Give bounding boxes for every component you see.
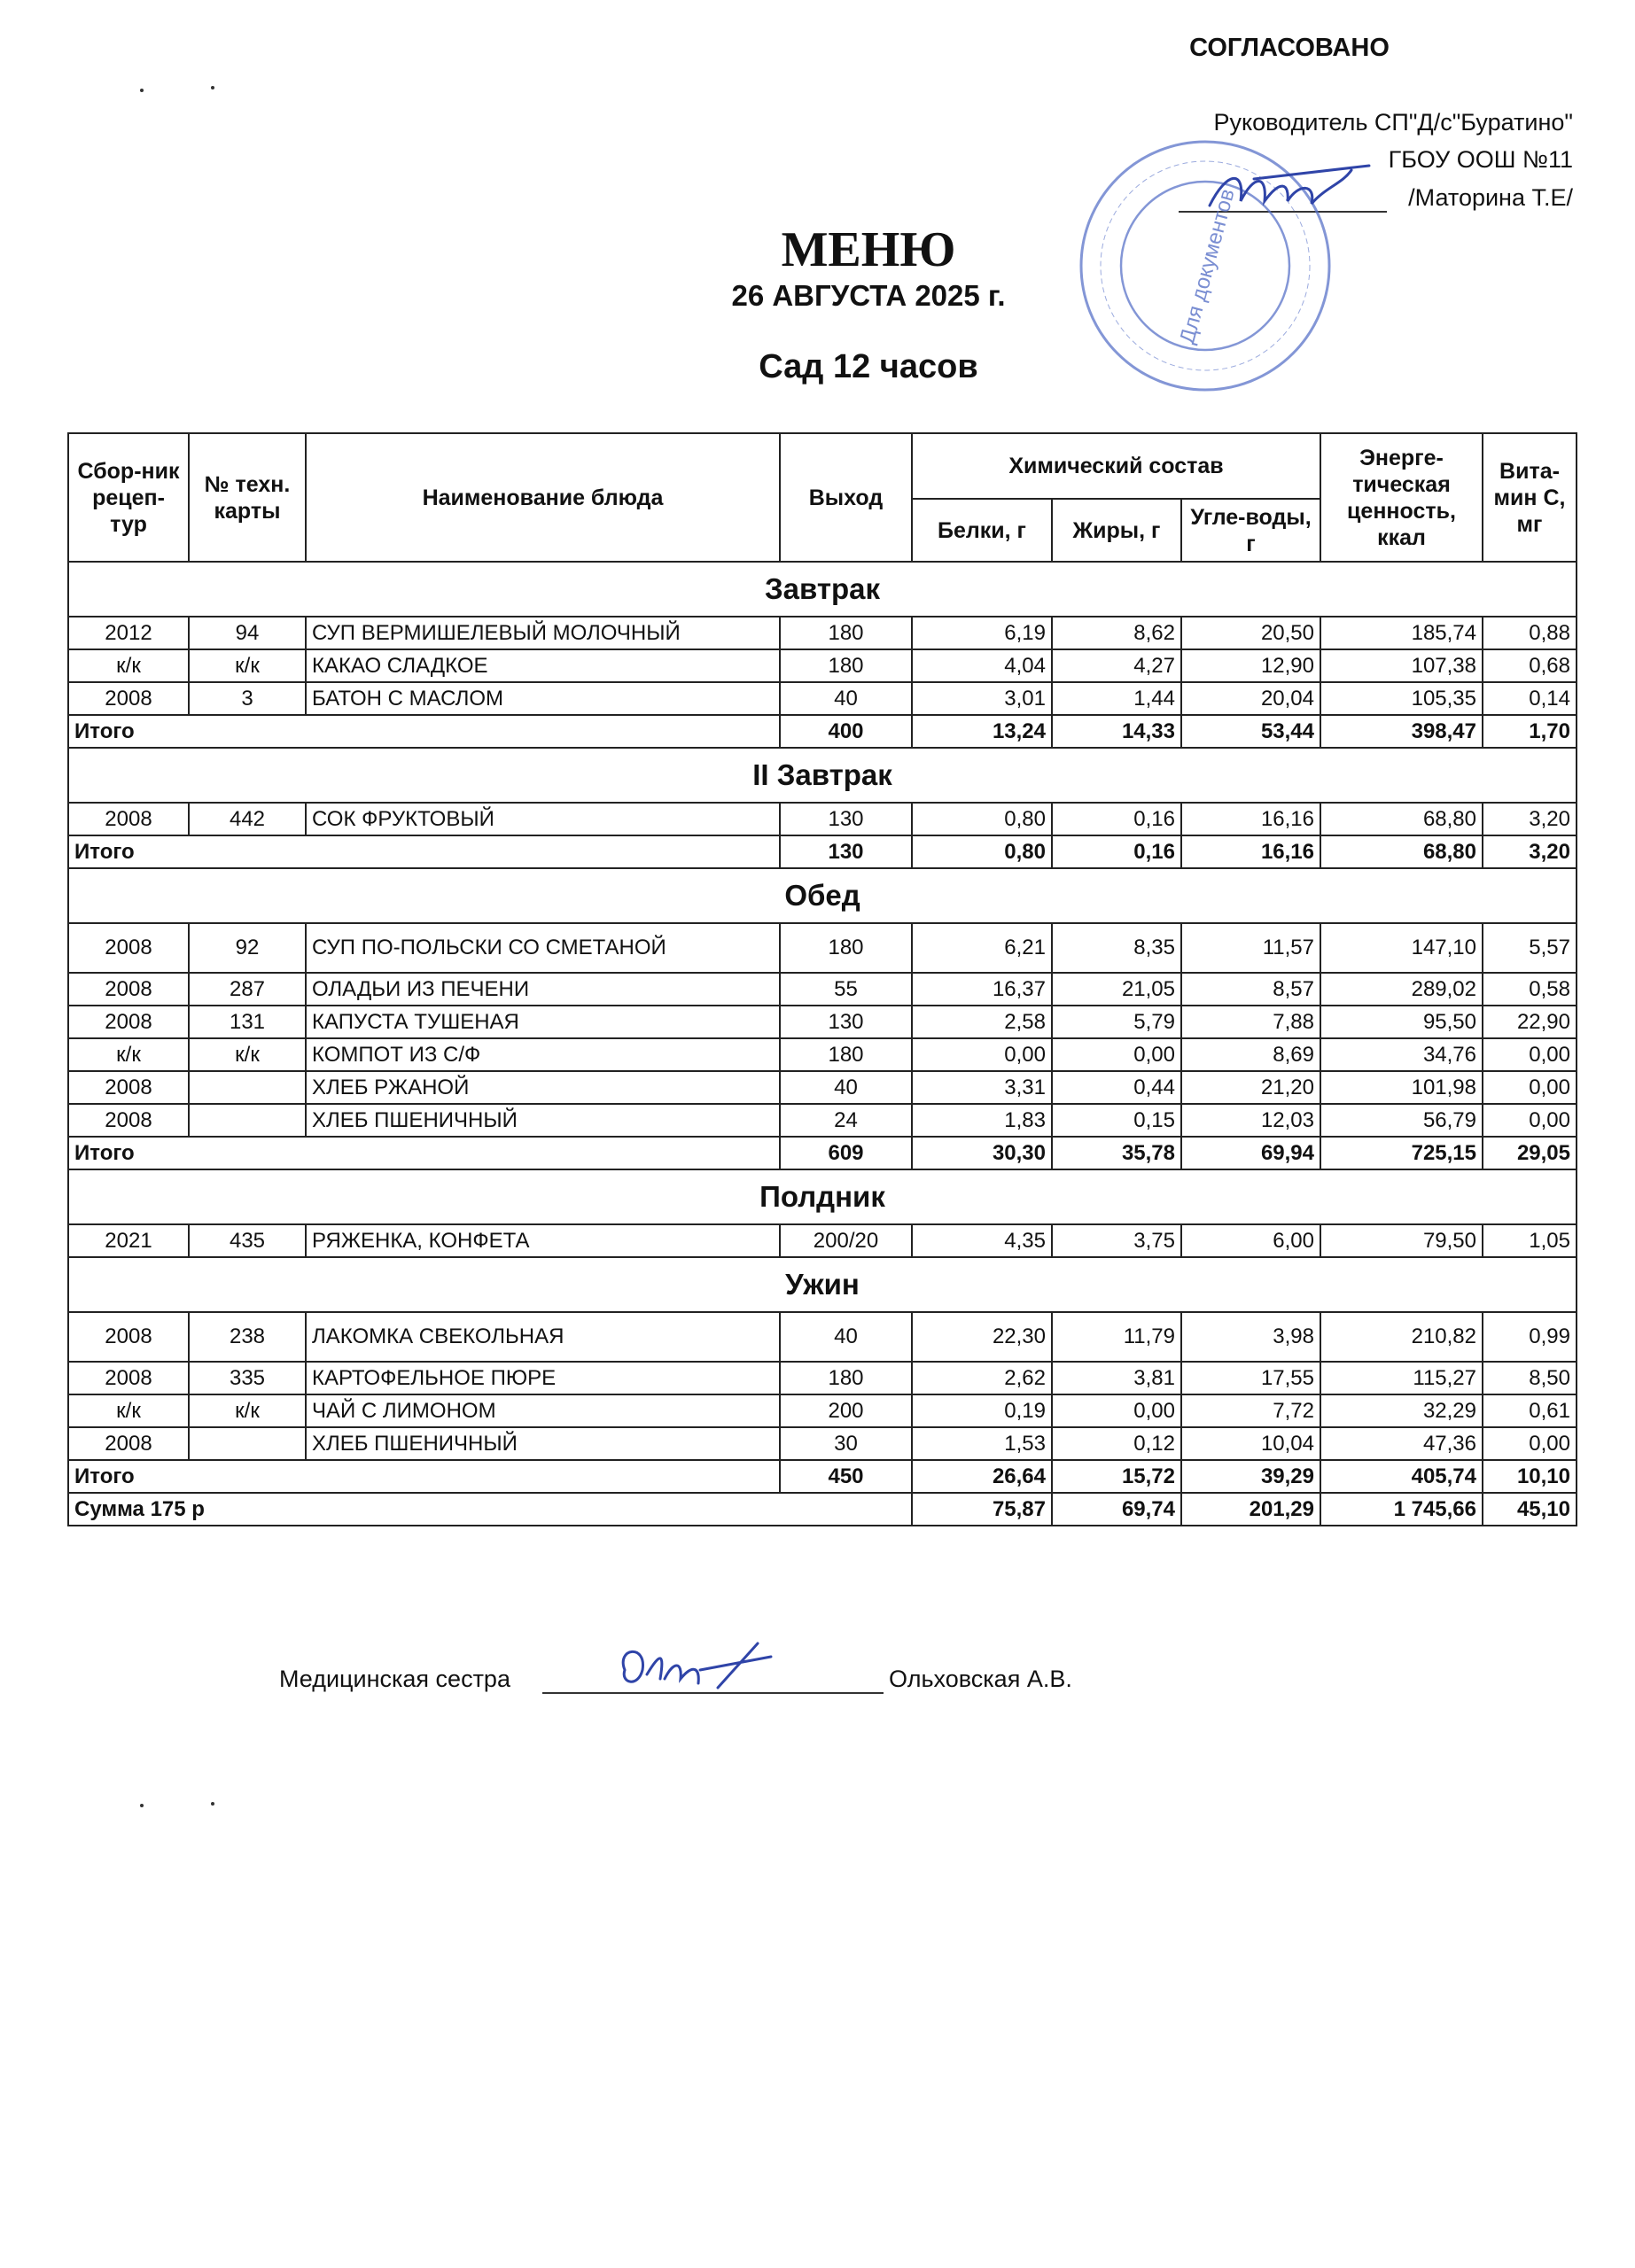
table-row [68,1224,1577,1257]
table-cell: к/к [189,1394,306,1427]
table-cell: 8,62 [1052,617,1181,649]
table-cell: 5,57 [1483,923,1577,973]
table-cell: 238 [189,1312,306,1362]
table-cell: 180 [780,617,912,649]
table-cell: 11,57 [1181,923,1320,973]
table-cell: ХЛЕБ ПШЕНИЧНЫЙ [306,1104,780,1137]
table-cell: ХЛЕБ ПШЕНИЧНЫЙ [306,1427,780,1460]
total-cell: 130 [780,835,912,868]
table-cell: 79,50 [1320,1224,1483,1257]
table-cell: 2012 [68,617,189,649]
total-cell: 29,05 [1483,1137,1577,1169]
table-cell: 1,53 [912,1427,1052,1460]
table-cell: 68,80 [1320,803,1483,835]
nurse-label: Медицинская сестра [279,1666,510,1692]
total-cell: 53,44 [1181,715,1320,748]
table-cell: 0,88 [1483,617,1577,649]
table-cell: 2021 [68,1224,189,1257]
section-header-row [68,1169,1577,1224]
section-header-row [68,1257,1577,1312]
table-cell: 2008 [68,803,189,835]
table-cell: 180 [780,1038,912,1071]
table-row [68,1312,1577,1362]
section-header-row [68,748,1577,803]
table-cell: 10,04 [1181,1427,1320,1460]
total-cell: 725,15 [1320,1137,1483,1169]
table-cell: 115,27 [1320,1362,1483,1394]
table-cell: 4,35 [912,1224,1052,1257]
table-cell: 22,30 [912,1312,1052,1362]
table-cell: 185,74 [1320,617,1483,649]
table-cell: 6,21 [912,923,1052,973]
grand-total-cell: 1 745,66 [1320,1493,1483,1526]
table-cell: 0,14 [1483,682,1577,715]
table-cell: 0,00 [1483,1038,1577,1071]
table-cell: 0,15 [1052,1104,1181,1137]
table-cell: 12,03 [1181,1104,1320,1137]
total-cell: 3,20 [1483,835,1577,868]
section-title: Обед [68,868,1577,923]
table-cell: 8,69 [1181,1038,1320,1071]
table-cell: 4,27 [1052,649,1181,682]
table-row [68,1394,1577,1427]
col-dish: Наименование блюда [306,433,780,562]
section-header-row [68,562,1577,617]
page-title: МЕНЮ [781,222,956,277]
section-title: Завтрак [68,562,1577,617]
table-cell: ОЛАДЬИ ИЗ ПЕЧЕНИ [306,973,780,1006]
col-tech-card: № техн. карты [189,433,306,562]
table-cell: 5,79 [1052,1006,1181,1038]
table-cell: 8,50 [1483,1362,1577,1394]
col-chem: Химический состав [912,433,1320,499]
table-cell: 147,10 [1320,923,1483,973]
section-title: Полдник [68,1169,1577,1224]
table-cell: 40 [780,682,912,715]
table-cell: 1,44 [1052,682,1181,715]
total-cell: 30,30 [912,1137,1052,1169]
table-cell: 0,44 [1052,1071,1181,1104]
table-row [68,1362,1577,1394]
table-row [68,1104,1577,1137]
director-signature [1201,152,1378,223]
total-label: Итого [68,1460,780,1493]
menu-table-body [68,562,1577,1526]
table-cell: ХЛЕБ РЖАНОЙ [306,1071,780,1104]
total-cell: 39,29 [1181,1460,1320,1493]
table-row [68,1071,1577,1104]
col-carb: Угле-воды, г [1181,499,1320,562]
table-cell: 40 [780,1071,912,1104]
table-cell: КАКАО СЛАДКОЕ [306,649,780,682]
grand-total-cell: 201,29 [1181,1493,1320,1526]
table-cell: 3,01 [912,682,1052,715]
nurse-name: Ольховская А.В. [889,1666,1072,1692]
table-cell: 2,62 [912,1362,1052,1394]
table-cell: 0,00 [1052,1394,1181,1427]
table-cell: 2008 [68,1071,189,1104]
table-cell: 47,36 [1320,1427,1483,1460]
table-cell: 11,79 [1052,1312,1181,1362]
scan-dot [211,86,214,89]
table-cell: 105,35 [1320,682,1483,715]
table-cell: 101,98 [1320,1071,1483,1104]
table-cell: ЛАКОМКА СВЕКОЛЬНАЯ [306,1312,780,1362]
table-cell: 6,00 [1181,1224,1320,1257]
scan-dot [140,89,144,92]
menu-table [67,432,1577,1526]
table-cell: к/к [189,649,306,682]
total-cell: 69,94 [1181,1137,1320,1169]
table-cell: 180 [780,923,912,973]
table-cell: 0,00 [1483,1104,1577,1137]
col-collection: Сбор-ник рецеп-тур [68,433,189,562]
table-cell: СОК ФРУКТОВЫЙ [306,803,780,835]
table-cell: 24 [780,1104,912,1137]
total-cell: 68,80 [1320,835,1483,868]
table-cell: 2008 [68,973,189,1006]
table-cell: 435 [189,1224,306,1257]
table-cell: 20,04 [1181,682,1320,715]
table-cell: 3,98 [1181,1312,1320,1362]
menu-date: 26 АВГУСТА 2025 г. [731,279,1006,312]
col-energy: Энерге-тическая ценность, ккал [1320,433,1483,562]
total-cell: 0,16 [1052,835,1181,868]
grand-total-row [68,1493,1577,1526]
table-cell: 0,00 [1483,1071,1577,1104]
col-fat: Жиры, г [1052,499,1181,562]
table-cell: 4,04 [912,649,1052,682]
table-cell: 95,50 [1320,1006,1483,1038]
grand-total-cell: 69,74 [1052,1493,1181,1526]
table-cell: 0,68 [1483,649,1577,682]
total-cell: 26,64 [912,1460,1052,1493]
table-cell: к/к [68,1394,189,1427]
table-cell: 92 [189,923,306,973]
stamp-text: Для документов [1175,186,1240,346]
table-cell: 21,05 [1052,973,1181,1006]
table-cell: 200/20 [780,1224,912,1257]
table-cell: 0,19 [912,1394,1052,1427]
table-cell: 0,58 [1483,973,1577,1006]
table-cell: к/к [68,649,189,682]
table-row [68,973,1577,1006]
approval-title: СОГЛАСОВАНО [1189,34,1390,62]
total-cell: 14,33 [1052,715,1181,748]
table-cell: 0,80 [912,803,1052,835]
table-cell: СУП ПО-ПОЛЬСКИ СО СМЕТАНОЙ [306,923,780,973]
total-label: Итого [68,1137,780,1169]
table-cell: 2008 [68,1006,189,1038]
table-row [68,682,1577,715]
table-cell: 210,82 [1320,1312,1483,1362]
table-cell: 3 [189,682,306,715]
table-cell: 55 [780,973,912,1006]
table-cell: 0,00 [1483,1427,1577,1460]
table-cell: 1,83 [912,1104,1052,1137]
table-cell: 22,90 [1483,1006,1577,1038]
approval-position: Руководитель СП"Д/с"Буратино" [1213,109,1573,136]
total-cell: 398,47 [1320,715,1483,748]
table-cell: к/к [68,1038,189,1071]
total-row [68,1460,1577,1493]
total-cell: 400 [780,715,912,748]
total-row [68,1137,1577,1169]
table-cell: 34,76 [1320,1038,1483,1071]
table-cell: 12,90 [1181,649,1320,682]
table-cell: 16,16 [1181,803,1320,835]
table-cell: 2008 [68,1104,189,1137]
table-cell: КАПУСТА ТУШЕНАЯ [306,1006,780,1038]
table-cell: 287 [189,973,306,1006]
table-cell: РЯЖЕНКА, КОНФЕТА [306,1224,780,1257]
table-cell [189,1427,306,1460]
table-cell: 130 [780,803,912,835]
table-cell: 0,00 [912,1038,1052,1071]
table-cell: 442 [189,803,306,835]
table-cell: 180 [780,1362,912,1394]
table-cell: БАТОН С МАСЛОМ [306,682,780,715]
total-cell: 405,74 [1320,1460,1483,1493]
table-cell: 8,35 [1052,923,1181,973]
table-cell: 3,20 [1483,803,1577,835]
table-cell: 20,50 [1181,617,1320,649]
grand-total-cell: 75,87 [912,1493,1052,1526]
table-cell: 107,38 [1320,649,1483,682]
table-cell: 8,57 [1181,973,1320,1006]
total-cell: 450 [780,1460,912,1493]
table-cell: КОМПОТ ИЗ С/Ф [306,1038,780,1071]
table-cell: 94 [189,617,306,649]
total-cell: 13,24 [912,715,1052,748]
table-cell: 130 [780,1006,912,1038]
table-cell: 180 [780,649,912,682]
total-row [68,835,1577,868]
table-cell: 0,99 [1483,1312,1577,1362]
section-title: Ужин [68,1257,1577,1312]
scan-dot [211,1802,214,1806]
table-cell: 3,31 [912,1071,1052,1104]
table-cell: 3,75 [1052,1224,1181,1257]
table-cell: 40 [780,1312,912,1362]
table-cell: 2,58 [912,1006,1052,1038]
table-cell: КАРТОФЕЛЬНОЕ ПЮРЕ [306,1362,780,1394]
col-output: Выход [780,433,912,562]
table-cell: 6,19 [912,617,1052,649]
total-cell: 10,10 [1483,1460,1577,1493]
table-cell: 2008 [68,1312,189,1362]
grand-total-label: Сумма 175 р [68,1493,912,1526]
table-cell: 2008 [68,1427,189,1460]
section-title: II Завтрак [68,748,1577,803]
table-row [68,1006,1577,1038]
total-row [68,715,1577,748]
table-row [68,1038,1577,1071]
table-cell: 7,72 [1181,1394,1320,1427]
total-label: Итого [68,715,780,748]
table-row [68,923,1577,973]
table-cell: 335 [189,1362,306,1394]
total-label: Итого [68,835,780,868]
table-cell: 0,61 [1483,1394,1577,1427]
menu-group: Сад 12 часов [759,348,978,385]
table-cell: 2008 [68,1362,189,1394]
table-cell: СУП ВЕРМИШЕЛЕВЫЙ МОЛОЧНЫЙ [306,617,780,649]
table-cell: ЧАЙ С ЛИМОНОМ [306,1394,780,1427]
table-cell: 16,37 [912,973,1052,1006]
total-cell: 16,16 [1181,835,1320,868]
table-cell: 0,00 [1052,1038,1181,1071]
nurse-signature [611,1635,789,1701]
table-cell: 1,05 [1483,1224,1577,1257]
approval-name: /Маторина Т.Е/ [1408,184,1573,211]
table-cell: 2008 [68,682,189,715]
table-cell: 7,88 [1181,1006,1320,1038]
table-cell: 289,02 [1320,973,1483,1006]
scan-dot [140,1804,144,1807]
table-cell [189,1104,306,1137]
table-row [68,617,1577,649]
table-cell: 3,81 [1052,1362,1181,1394]
grand-total-cell: 45,10 [1483,1493,1577,1526]
total-cell: 0,80 [912,835,1052,868]
table-row [68,1427,1577,1460]
table-cell: 30 [780,1427,912,1460]
table-cell: 56,79 [1320,1104,1483,1137]
table-cell: 0,12 [1052,1427,1181,1460]
total-cell: 609 [780,1137,912,1169]
total-cell: 35,78 [1052,1137,1181,1169]
table-cell: 21,20 [1181,1071,1320,1104]
approval-organization: ГБОУ ООШ №11 [1388,146,1573,173]
table-cell [189,1071,306,1104]
table-cell: 32,29 [1320,1394,1483,1427]
col-vitc: Вита-мин С, мг [1483,433,1577,562]
col-protein: Белки, г [912,499,1052,562]
table-cell: 200 [780,1394,912,1427]
table-cell: 131 [189,1006,306,1038]
section-header-row [68,868,1577,923]
table-row [68,803,1577,835]
total-cell: 15,72 [1052,1460,1181,1493]
table-cell: 17,55 [1181,1362,1320,1394]
total-cell: 1,70 [1483,715,1577,748]
table-cell: 2008 [68,923,189,973]
table-cell: к/к [189,1038,306,1071]
table-row [68,649,1577,682]
table-cell: 0,16 [1052,803,1181,835]
